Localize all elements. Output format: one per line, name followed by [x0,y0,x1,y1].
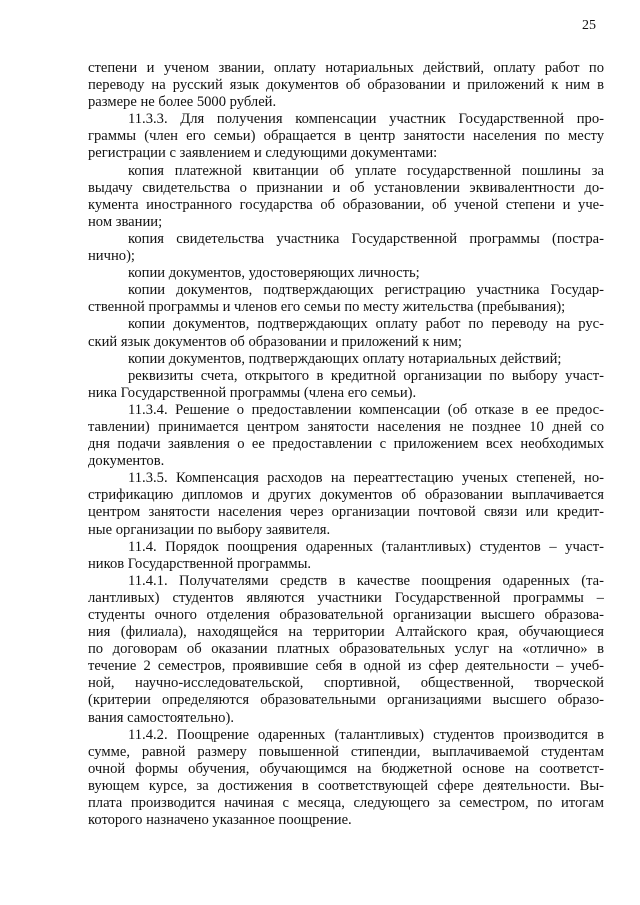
text-line: (критерии определяются образовательными организациями высшего образо- [88,692,604,709]
text-line: копии документов, подтверждающих оплату работ по переводу на рус- [128,316,604,333]
text-line: переводу на русский язык документов об образовании и приложений к ним в [88,77,604,94]
text-line: 11.3.4. Решение о предоставлении компенсации (об отказе в ее предос- [128,401,604,418]
text-line: документов. [88,453,165,470]
document-body [88,60,604,829]
text-line: ной, научно-исследовательской, спортивной, общественной, творческой [88,675,604,692]
text-line: ственной программы и членов его семьи по месту жительства (пребывания); [88,299,566,316]
text-line: плата производится начиная с месяца, следующего за семестром, по итогам [88,795,604,812]
text-line: вующем курсе, за достижения в соответствующей сфере деятельности. Вы- [88,777,604,794]
text-line: течение 2 семестров, проявившие себя в одной из сфер деятельности – учеб- [88,658,604,675]
page-number: 25 [582,18,596,33]
text-line: тавлении) принимается центром занятости населения не позднее 10 дней со [88,418,604,435]
text-line: копии документов, удостоверяющих личность; [128,265,420,282]
text-line: 11.4. Порядок поощрения одаренных (талантливых) студентов – участ- [128,538,604,555]
text-line: граммы (член его семьи) обращается в центр занятости населения по месту [88,128,604,145]
text-line: 11.3.3. Для получения компенсации участник Государственной про- [128,111,604,128]
text-line: центром занятости населения через организации почтовой связи или кредит- [88,504,604,521]
text-line: вания самостоятельно). [88,709,234,726]
text-line: дня подачи заявления о ее предоставлении с приложением всех необходимых [88,436,604,453]
text-line: ные организации по выбору заявителя. [88,521,331,538]
text-line: 11.4.2. Поощрение одаренных (талантливых) студентов производится в [128,726,604,743]
text-line: копия свидетельства участника Государственной программы (постра- [128,230,604,247]
text-line: ном звании; [88,213,163,230]
text-line: копии документов, подтверждающих оплату нотариальных действий; [128,350,562,367]
text-line: ников Государственной программы. [88,555,312,572]
text-line: по договорам об оказании платных образовательных услуг на «отлично» в [88,641,604,658]
text-line: 11.4.1. Получателями средств в качестве поощрения одаренных (та- [128,572,604,589]
text-line: лантливых) студентов являются участники Государственной программы – [88,589,604,606]
text-line: ский язык документов об образовании и приложений к ним; [88,333,462,350]
text-line: нично); [88,248,135,265]
text-line: 11.3.5. Компенсация расходов на переаттестацию ученых степеней, но- [128,470,604,487]
text-line: сумме, равной размеру повышенной стипендии, выплачиваемой студентам [88,743,604,760]
text-line: очной формы обучения, обучающимся на бюджетной основе на соответст- [88,760,604,777]
text-line: копии документов, подтверждающих регистрацию участника Государ- [128,282,604,299]
text-line: кумента иностранного государства об образовании, об ученой степени и уче- [88,196,604,213]
text-line: ника Государственной программы (члена его семьи). [88,384,417,401]
text-line: размере не более 5000 рублей. [88,94,277,111]
text-line: стрификацию дипломов и других документов об образовании выплачивается [88,487,604,504]
text-line: копия платежной квитанции об уплате государственной пошлины за [128,162,604,179]
text-line: выдачу свидетельства о признании и об установлении эквивалентности до- [88,179,604,196]
text-line: степени и ученом звании, оплату нотариальных действий, оплату работ по [88,60,604,76]
text-line: реквизиты счета, открытого в кредитной организации по выбору участ- [128,367,604,384]
text-line: ния (филиала), находящейся на территории Алтайского края, обучающиеся [88,624,604,641]
text-line: которого назначено указанное поощрение. [88,812,352,829]
text-line: студенты очного отделения образовательной организации высшего образова- [88,607,604,623]
text-line: регистрации с заявлением и следующими документами: [88,145,438,162]
